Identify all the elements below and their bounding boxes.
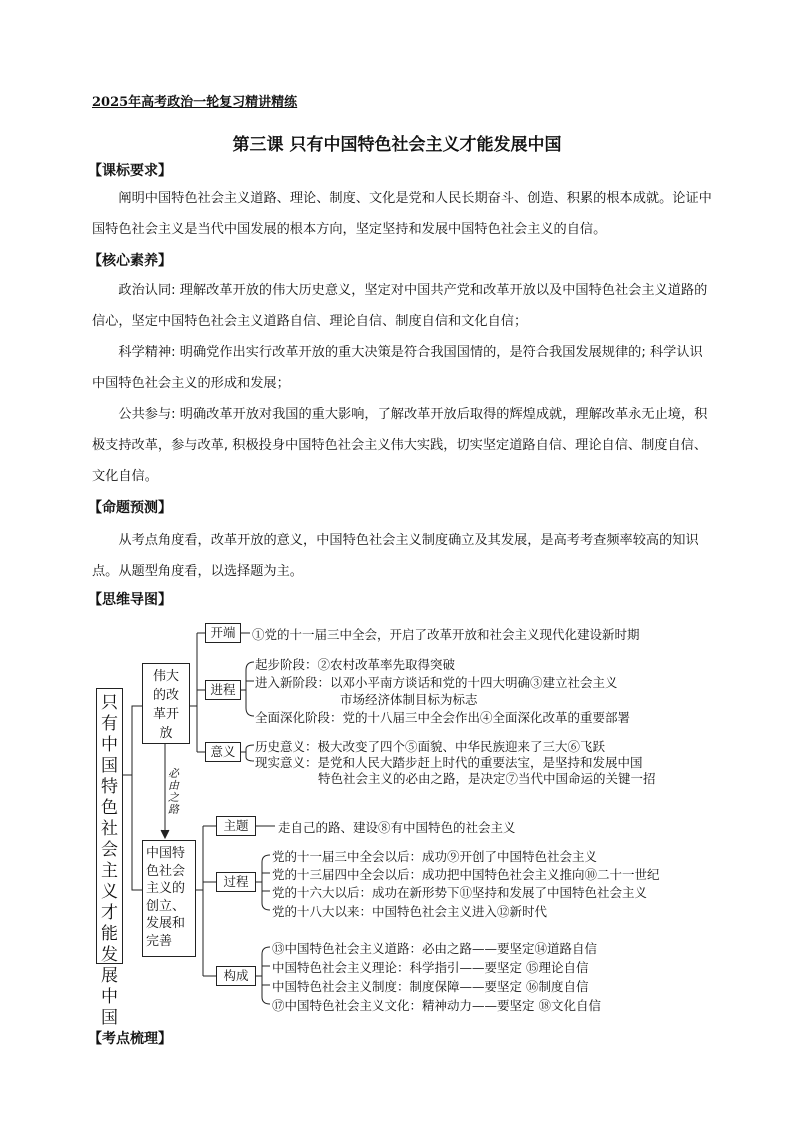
mindmap-composition-system: 中国特色社会主义制度：制度保障——要坚定 ⑯制度自信 <box>272 979 589 994</box>
mindmap-node-reform: 伟大的改革开放 <box>142 663 190 744</box>
mindmap-process-stage3: 全面深化阶段：党的十八届三中全会作出④全面深化改革的重要部署 <box>255 710 631 725</box>
mindmap-significance-current-cont: 特色社会主义的必由之路，是决定⑦当代中国命运的关键一招 <box>318 771 656 786</box>
mindmap-composition-culture: ⑰中国特色社会主义文化：精神动力——要坚定 ⑱文化自信 <box>272 998 601 1013</box>
page-title: 第三课 只有中国特色社会主义才能发展中国 <box>232 135 562 155</box>
mindmap-course-3: 党的十六大以后：成功在新形势下⑪坚持和发展了中国特色社会主义 <box>272 885 648 900</box>
mindmap-node-socialism: 中国特色社会主义的创立、发展和完善 <box>142 840 196 957</box>
mindmap-course-1: 党的十一届三中全会以后：成功⑨开创了中国特色社会主义 <box>272 849 598 864</box>
literacy-item-participation: 公共参与: 明确改革开放对我国的重大影响，了解改革开放后取得的辉煌成就，理解改革永无止境，积极支持改革，参与改革, 积极投身中国特色社会主义伟大实践，切实坚定道路自信、理论自信、制度自信、文化自信。 <box>92 407 708 484</box>
mindmap-root: 只有中国特色社会主义才能发展中国 <box>96 688 123 964</box>
standards-text: 阐明中国特色社会主义道路、理论、制度、文化是党和人民长期奋斗、创造、积累的根本成就。论证中国特色社会主义是当代中国发展的根本方向，坚定坚持和发展中国特色社会主义的自信。 <box>92 191 712 237</box>
doc-header: 2025年高考政治一轮复习精讲精练 <box>92 95 298 110</box>
mindmap-composition-theory: 中国特色社会主义理论：科学指引——要坚定 ⑮理论自信 <box>272 960 589 975</box>
mindmap-composition-road: ⑬中国特色社会主义道路：必由之路——要坚定⑭道路自信 <box>272 941 598 956</box>
section-heading-points: 【考点梳理】 <box>88 1031 172 1047</box>
section-heading-standards: 【课标要求】 <box>88 163 172 179</box>
mindmap-significance-historic: 历史意义：极大改变了四个⑤面貌、中华民族迎来了三大⑥飞跃 <box>255 739 606 754</box>
mindmap-label-theme: 主题 <box>216 816 256 836</box>
literacy-item-political: 政治认同: 理解改革开放的伟大历史意义，坚定对中国共产党和改革开放以及中国特色社会主义道路的信心，坚定中国特色社会主义道路自信、理论自信、制度自信和文化自信； <box>92 283 708 329</box>
mindmap-label-course: 过程 <box>216 872 256 892</box>
mindmap-process-stage2-cont: 市场经济体制目标为标志 <box>340 692 478 707</box>
mindmap-process-stage2: 进入新阶段：以邓小平南方谈话和党的十四大明确③建立社会主义 <box>255 675 618 690</box>
mindmap-significance-current: 现实意义：是党和人民大踏步赶上时代的重要法宝，是坚持和发展中国 <box>255 755 643 770</box>
forecast-text: 从考点角度看，改革开放的意义，中国特色社会主义制度确立及其发展，是高考考查频率较高的知识点。从题型角度看，以选择题为主。 <box>92 533 699 579</box>
mindmap-label-significance: 意义 <box>205 742 241 762</box>
section-heading-mindmap: 【思维导图】 <box>88 592 172 608</box>
mindmap-label-composition: 构成 <box>216 966 256 986</box>
mindmap-course-4: 党的十八大以来：中国特色社会主义进入⑫新时代 <box>272 904 548 919</box>
mindmap-link-label: 必由之路 <box>168 767 179 816</box>
mindmap-label-start: 开端 <box>205 623 241 643</box>
mindmap-label-process: 进程 <box>205 680 241 700</box>
section-heading-literacy: 【核心素养】 <box>88 253 172 269</box>
section-heading-forecast: 【命题预测】 <box>88 500 172 516</box>
mindmap-start-text: ①党的十一届三中全会，开启了改革开放和社会主义现代化建设新时期 <box>252 627 640 642</box>
mindmap-theme-text: 走自己的路、建设⑧有中国特色的社会主义 <box>278 820 516 835</box>
mindmap-process-stage1: 起步阶段：②农村改革率先取得突破 <box>255 657 456 672</box>
mindmap-course-2: 党的十三届四中全会以后：成功把中国特色社会主义推向⑩二十一世纪 <box>272 867 660 882</box>
literacy-item-science: 科学精神: 明确党作出实行改革开放的重大决策是符合我国国情的，是符合我国发展规律的; 科学认识中国特色社会主义的形成和发展； <box>92 345 703 391</box>
